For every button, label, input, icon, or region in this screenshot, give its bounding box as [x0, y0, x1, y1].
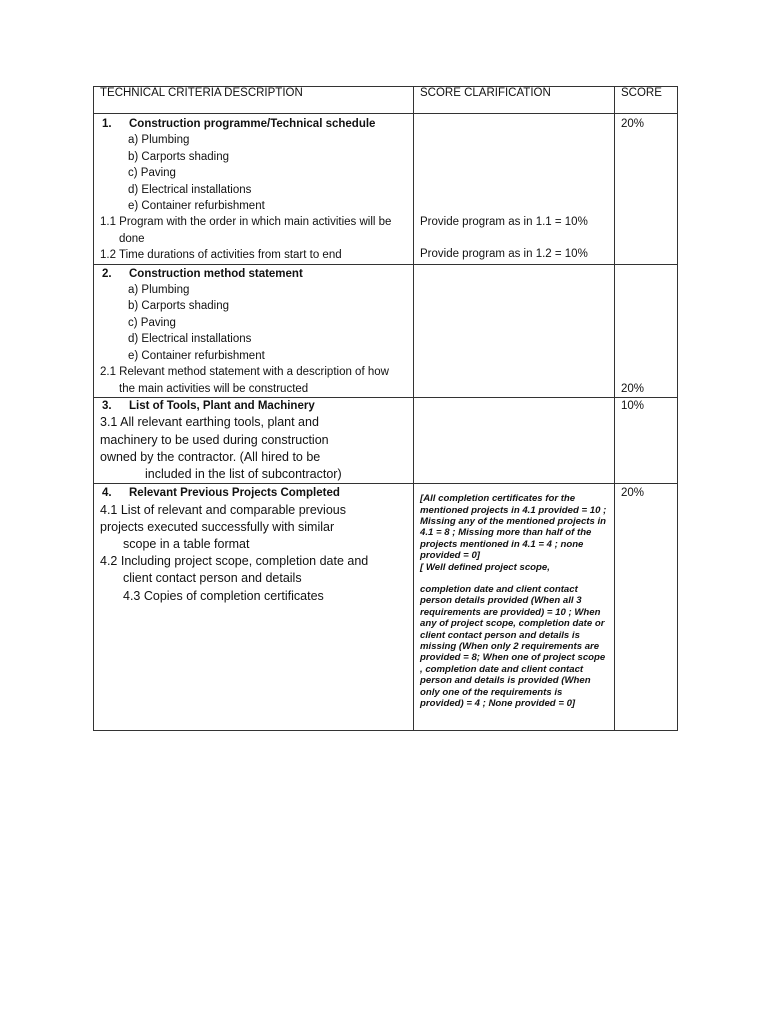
item-container-refurbishment: e) Container refurbishment: [128, 200, 265, 213]
criteria-row-1: [94, 114, 678, 265]
sub-criterion-4-2-line-2: client contact person and details: [123, 571, 302, 586]
item-electrical-installations: d) Electrical installations: [128, 333, 252, 346]
section-2-title: 2. Construction method statement: [102, 267, 303, 280]
criteria-row-4: [94, 484, 678, 731]
sub-criterion-3-1-line-1: 3.1 All relevant earthing tools, plant and: [100, 415, 319, 430]
sub-criterion-3-1-line-2: machinery to be used during construction: [100, 432, 329, 447]
header-score: SCORE: [615, 87, 678, 114]
clarification-4-1: [All completion certificates for the mentioned projects in 4.1 provided = 10 ; Missing any of the mentioned projects in 4.1 = 8 ; Missing more than half of the projects mentioned in 4.1 = 4 ; none provided = 0]: [420, 493, 607, 562]
sub-criterion-4-2-line-1: 4.2 Including project scope, completion date and: [100, 554, 369, 569]
item-carports-shading: b) Carports shading: [128, 300, 229, 313]
clarification-1-1: Provide program as in 1.1 = 10%: [420, 216, 588, 228]
header-clarification: SCORE CLARIFICATION: [414, 87, 615, 114]
clarification-4-2-intro: [ Well defined project scope,: [420, 561, 550, 573]
sub-criterion-4-1-line-3: scope in a table format: [123, 536, 250, 551]
sub-criterion-1-2: 1.2 Time durations of activities from start to end: [100, 249, 342, 262]
criteria-row-2: [94, 264, 678, 397]
header-row: [94, 87, 678, 114]
section-1-title: 1. Construction programme/Technical schedule: [102, 118, 376, 130]
sub-criterion-3-1-line-4: included in the list of subcontractor): [145, 466, 342, 481]
technical-criteria-table: [93, 86, 678, 731]
sub-criterion-1-1: 1.1 Program with the order in which main activities will be done: [100, 216, 392, 245]
sub-criterion-4-1-line-2: projects executed successfully with similar: [100, 519, 335, 534]
sub-criterion-2-1: 2.1 Relevant method statement with a description of how the main activities will be constructed: [100, 366, 389, 395]
item-container-refurbishment: e) Container refurbishment: [128, 349, 265, 362]
score-row-1: 20%: [621, 118, 645, 130]
item-paving: c) Paving: [128, 167, 176, 180]
section-4-title: 4. Relevant Previous Projects Completed: [102, 487, 340, 500]
item-electrical-installations: d) Electrical installations: [128, 183, 252, 196]
criteria-row-3: [94, 397, 678, 483]
section-3-title: 3. List of Tools, Plant and Machinery: [102, 399, 315, 412]
score-row-2: 20%: [621, 382, 645, 395]
sub-criterion-3-1-line-3: owned by the contractor. (All hired to be: [100, 449, 321, 464]
score-row-4: 20%: [621, 487, 645, 500]
sub-criterion-4-1-line-1: 4.1 List of relevant and comparable previous: [100, 502, 346, 517]
item-paving: c) Paving: [128, 316, 176, 329]
clarification-4-2: completion date and client contact person details provided (When all 3 requirements are provided) = 10 ; When any of project scope, completion date or client contact person and details is missing (When only 2 requirements are provided = 8; When one of project scope , completion date and client contact person and details is provided (When only one of the requirements is provided) = 4 ; None provided = 0]: [420, 583, 606, 710]
score-row-3: 10%: [621, 399, 645, 412]
clarification-1-2: Provide program as in 1.2 = 10%: [420, 248, 588, 261]
item-plumbing: a) Plumbing: [128, 134, 190, 147]
sub-criterion-4-3: 4.3 Copies of completion certificates: [123, 588, 324, 603]
item-plumbing: a) Plumbing: [128, 284, 190, 297]
header-criteria: TECHNICAL CRITERIA DESCRIPTION: [94, 87, 414, 114]
item-carports-shading: b) Carports shading: [128, 150, 229, 163]
